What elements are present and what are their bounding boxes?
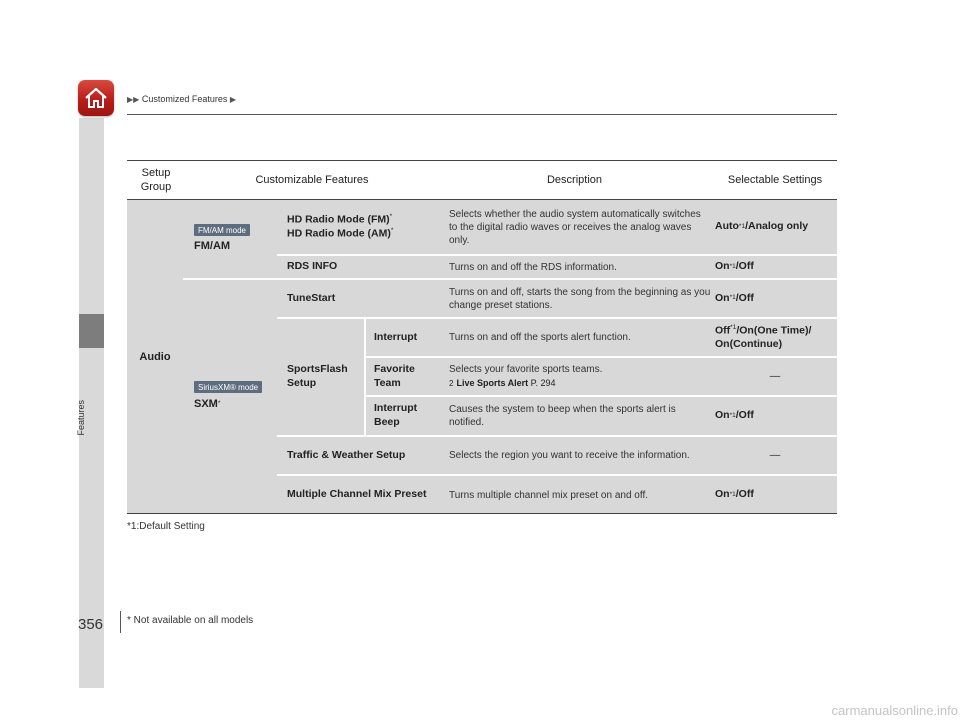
multiple-channel-mix-description: Turns multiple channel mix preset on and off.: [449, 489, 648, 501]
feature-traffic-weather-setup: Traffic & Weather Setup: [287, 448, 406, 461]
rds-info-description: Turns on and off the RDS information.: [449, 261, 617, 273]
feature-favorite-team: Favorite Team: [374, 362, 415, 389]
table-header-row: [127, 160, 837, 200]
favorite-team-settings: —: [769, 369, 781, 382]
default-marker: *1: [729, 490, 736, 498]
setting-on: On: [715, 488, 730, 501]
feature-interrupt: Interrupt: [374, 330, 418, 343]
column-divider: [364, 317, 366, 435]
home-icon[interactable]: [78, 80, 114, 116]
traffic-weather-description: Selects the region you want to receive the information.: [449, 450, 690, 461]
sxm-label-text: SXM: [194, 397, 218, 410]
sxm-label: [194, 396, 220, 412]
not-available-star: *: [390, 227, 394, 234]
setting-on: On: [715, 291, 730, 304]
xref-arrow-icon: 2: [449, 379, 454, 389]
xref-page: P. 294: [530, 378, 556, 389]
cross-reference-live-sports-alert[interactable]: [449, 378, 602, 390]
feature-hd-radio-mode: [287, 200, 427, 254]
breadcrumb: [127, 94, 236, 104]
breadcrumb-arrow-icon: ▶: [229, 95, 237, 104]
header-customizable-features: Customizable Features: [255, 174, 369, 187]
not-available-star: *: [389, 212, 393, 220]
interrupt-beep-settings: [715, 397, 835, 435]
default-marker: *1: [729, 294, 736, 302]
header-divider: [127, 114, 837, 115]
tunestart-description: Turns on and off, starts the song from the beginning as you change preset stations.: [449, 286, 711, 311]
feature-tunestart: TuneStart: [287, 291, 336, 304]
siriusxm-mode-badge: SiriusXM® mode: [194, 381, 262, 393]
features-table: [127, 160, 837, 514]
not-available-star: *: [217, 399, 221, 407]
breadcrumb-link-customized-features[interactable]: Customized Features: [141, 94, 228, 104]
group-audio: Audio: [139, 350, 171, 363]
header-selectable-settings: Selectable Settings: [727, 174, 823, 187]
favorite-team-description-text: Selects your favorite sports teams.: [449, 364, 603, 376]
setting-on-one-time: /On(One Time)/: [736, 324, 812, 337]
sidebar-section-tab[interactable]: [79, 314, 104, 348]
watermark: carmanualsonline.info: [831, 703, 958, 718]
setting-off: Off: [715, 324, 731, 337]
feature-rds-info: RDS INFO: [287, 260, 338, 273]
tunestart-settings: [715, 280, 835, 317]
setting-analog-only: /Analog only: [745, 220, 809, 233]
favorite-team-description: [449, 358, 711, 395]
setting-on-continue: On(Continue): [715, 337, 783, 350]
default-marker: *1: [729, 411, 736, 419]
setting-on: On: [715, 260, 730, 273]
multiple-channel-mix-settings: [715, 476, 835, 514]
hd-radio-description: Selects whether the audio system automatically switches to the digital radio waves or receives the analog waves only.: [449, 208, 701, 246]
page-number: 356: [78, 616, 104, 633]
availability-note: * Not available on all models: [127, 615, 254, 626]
hd-radio-fm-label: HD Radio Mode (FM): [287, 213, 390, 226]
footer-divider: [120, 611, 121, 633]
xref-title: Live Sports Alert: [456, 378, 529, 389]
feature-interrupt-beep: Interrupt Beep: [374, 402, 418, 428]
traffic-weather-settings: —: [769, 448, 781, 461]
sidebar-label: Features: [76, 400, 86, 436]
header-description: Description: [546, 174, 603, 187]
setting-off: /Off: [735, 409, 754, 422]
setting-off: /Off: [735, 291, 754, 304]
setting-auto: Auto: [715, 220, 739, 233]
breadcrumb-arrow-icon: ▶▶: [127, 95, 140, 104]
header-setup-group: Setup Group: [140, 167, 172, 193]
table-body: [127, 200, 837, 514]
default-marker: *1: [730, 323, 737, 331]
hd-radio-am-label: HD Radio Mode (AM): [287, 227, 391, 240]
default-marker: *1: [729, 262, 736, 270]
hd-radio-settings: [715, 200, 835, 254]
fm-am-mode-badge: FM/AM mode: [194, 224, 250, 236]
interrupt-beep-description: Causes the system to beep when the sports alert is notified.: [449, 404, 676, 428]
setting-on: On: [715, 409, 730, 422]
feature-sportsflash-setup: SportsFlash Setup: [287, 363, 348, 389]
fm-am-label: FM/AM: [194, 239, 231, 252]
default-setting-footnote: *1:Default Setting: [127, 521, 205, 532]
interrupt-description: Turns on and off the sports alert function.: [449, 332, 631, 343]
interrupt-settings: [715, 319, 835, 356]
setting-off: /Off: [735, 488, 754, 501]
rds-info-settings: [715, 256, 835, 278]
setting-off: /Off: [735, 260, 754, 273]
default-marker: *1: [738, 222, 746, 230]
feature-multiple-channel-mix-preset: Multiple Channel Mix Preset: [287, 488, 427, 501]
